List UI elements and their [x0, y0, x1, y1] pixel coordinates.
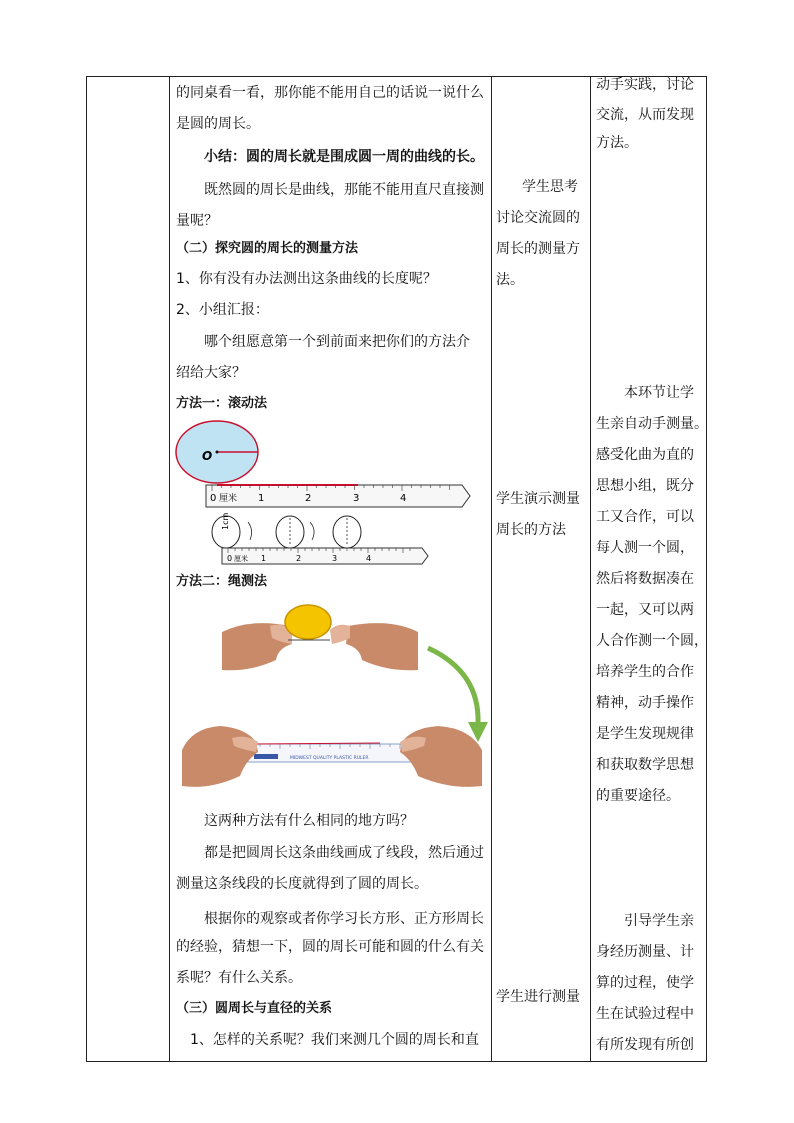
ruler-shape: [222, 548, 428, 564]
section-heading: （二）探究圆的周长的测量方法: [176, 241, 359, 256]
ruler-shape: [206, 485, 470, 507]
intent-text: 是学生发现规律: [596, 726, 694, 742]
paragraph-line: 的同桌看一看，那你能不能用自己的话说一说什么: [176, 85, 484, 101]
tick-label: 0: [227, 554, 233, 563]
paragraph-line: 系呢？有什么关系。: [176, 970, 302, 986]
hands-holding-ruler-photo: [182, 726, 482, 787]
ruler-unit-label: 厘米: [234, 555, 248, 563]
intent-text: 精神，动手操作: [596, 695, 694, 711]
tick-label: 1: [258, 493, 265, 504]
intent-text: 和获取数学思想: [596, 757, 694, 773]
curved-arrow: [428, 648, 478, 724]
tick-label: 4: [400, 493, 407, 504]
method-heading: 方法一：滚动法: [176, 396, 268, 411]
ruler-unit-label: 厘米: [219, 494, 238, 504]
intent-text: 生在试验过程中: [596, 1006, 694, 1022]
intent-text: 交流，从而发现: [596, 107, 694, 123]
roll-arrow: [310, 522, 314, 540]
coin-shape: [285, 605, 331, 639]
intent-text: 生亲自动手测量。: [596, 416, 708, 432]
intent-text: 有所发现有所创: [596, 1037, 694, 1053]
intent-text: 方法。: [596, 135, 638, 151]
tick-label: 3: [332, 554, 338, 563]
intent-text: 身经历测量、计: [596, 944, 694, 960]
intent-text: 思想小组，既分: [596, 478, 694, 494]
intent-text: 引导学生亲: [624, 913, 694, 929]
paragraph-line: 这两种方法有什么相同的地方吗？: [204, 813, 414, 829]
column-divider: [491, 77, 492, 1061]
paragraph-line: 是圆的周长。: [176, 116, 260, 132]
intent-text: 动手实践，讨论: [596, 77, 694, 93]
intent-text: 然后将数据凑在: [596, 571, 694, 587]
paragraph-line: 根据你的观察或者你学习长方形、正方形周长: [204, 911, 484, 927]
student-activity-text: 学生思考: [522, 179, 578, 195]
tick-label: 4: [366, 554, 372, 563]
section-heading: （三）圆周长与直径的关系: [176, 1001, 333, 1016]
paragraph-line: 1、怎样的关系呢？我们来测几个圆的周长和直: [190, 1032, 479, 1048]
intent-text: 人合作测一个圆，: [596, 633, 708, 649]
paragraph-line: 的经验，猜想一下，圆的周长可能和圆的什么有关: [176, 939, 484, 955]
rolling-method-figure: [172, 418, 482, 568]
column-divider: [590, 77, 591, 1061]
ruler-brand-text: MIDWEST QUALITY PLASTIC RULER: [290, 756, 369, 761]
intent-text: 算的过程，使学: [596, 975, 694, 991]
student-activity-text: 法。: [496, 272, 524, 288]
column-divider: [169, 77, 170, 1061]
paragraph-line: 哪个组愿意第一个到前面来把你们的方法介: [204, 334, 470, 350]
intent-text: 培养学生的合作: [596, 664, 694, 680]
intent-text: 一起，又可以两: [596, 602, 694, 618]
paragraph-line: 既然圆的周长是曲线，那能不能用直尺直接测: [204, 182, 484, 198]
tick-label: 1: [261, 554, 267, 563]
tick-label: 2: [296, 554, 302, 563]
center-point: [216, 451, 219, 454]
question-text: 1、你有没有办法测出这条曲线的长度呢？: [176, 271, 437, 287]
student-activity-text: 周长的测量方: [496, 241, 580, 257]
method-heading: 方法二：绳测法: [176, 574, 268, 589]
intent-text: 感受化曲为直的: [596, 447, 694, 463]
tick-label: 0: [210, 493, 217, 504]
intent-text: 工又合作，可以: [596, 509, 694, 525]
student-activity-text: 讨论交流圆的: [496, 210, 580, 226]
tick-label: 3: [353, 493, 360, 504]
string-method-figure: [180, 600, 490, 796]
intent-text: 的重要途径。: [596, 788, 680, 804]
student-activity-text: 学生演示测量: [496, 491, 580, 507]
intent-text: 每人测一个圆，: [596, 540, 694, 556]
roll-arrow: [248, 522, 252, 540]
cm-label: 1cm: [221, 512, 230, 530]
student-activity-text: 周长的方法: [496, 522, 566, 538]
question-text: 2、小组汇报：: [176, 302, 269, 318]
intent-text: 本环节让学: [624, 385, 694, 401]
student-activity-text: 学生进行测量: [496, 989, 580, 1005]
center-label: O: [202, 449, 213, 463]
paragraph-line: 绍给大家？: [176, 365, 246, 381]
summary-text: 小结：圆的周长就是围成圆一周的曲线的长。: [204, 149, 484, 165]
paragraph-line: 量呢？: [176, 213, 218, 229]
paragraph-line: 测量这条线段的长度就得到了圆的周长。: [176, 876, 428, 892]
tick-label: 2: [305, 493, 312, 504]
hands-holding-coin-photo: [220, 600, 420, 675]
paragraph-line: 都是把圆周长这条曲线画成了线段，然后通过: [204, 845, 484, 861]
